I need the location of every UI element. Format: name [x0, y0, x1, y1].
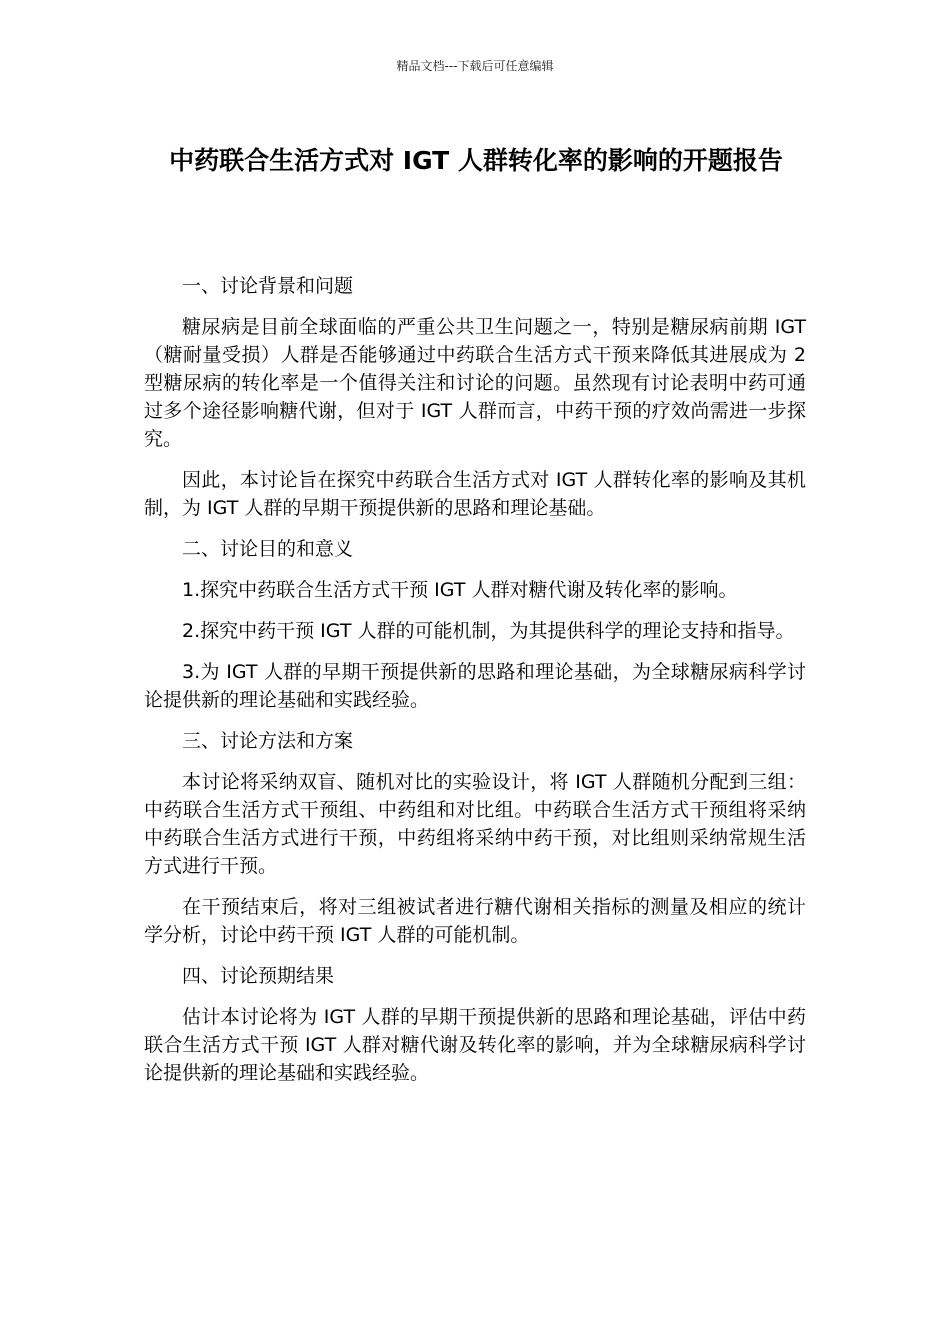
paragraph-methods-1: 本讨论将采纳双盲、随机对比的实验设计，将 IGT 人群随机分配到三组：中药联合生活方式干预组、中药组和对比组。中药联合生活方式干预组将采纳中药联合生活方式进行干预，中药组将采纳中药干预，对比组则采纳常规生活方式进行干预。	[144, 771, 806, 877]
document-body	[144, 272, 806, 1100]
paragraph-purpose-1: 1.探究中药联合生活方式干预 IGT 人群对糖代谢及转化率的影响。	[182, 579, 738, 601]
paragraph-results-1: 估计本讨论将为 IGT 人群的早期干预提供新的思路和理论基础，评估中药联合生活方式干预 IGT 人群对糖代谢及转化率的影响，并为全球糖尿病科学讨论提供新的理论基础和实践经验。	[144, 1006, 806, 1084]
document-title: 中药联合生活方式对 IGT 人群转化率的影响的开题报告	[169, 146, 783, 175]
section-heading-results: 四、讨论预期结果	[182, 965, 335, 987]
paragraph-background-2: 因此，本讨论旨在探究中药联合生活方式对 IGT 人群转化率的影响及其机制，为 IGT 人群的早期干预提供新的思路和理论基础。	[144, 469, 806, 519]
section-heading-background: 一、讨论背景和问题	[182, 275, 354, 297]
paragraph-methods-2: 在干预结束后，将对三组被试者进行糖代谢相关指标的测量及相应的统计学分析，讨论中药干预 IGT 人群的可能机制。	[144, 896, 806, 946]
paragraph-purpose-2: 2.探究中药干预 IGT 人群的可能机制，为其提供科学的理论支持和指导。	[182, 620, 795, 642]
paragraph-background-1: 糖尿病是目前全球面临的严重公共卫生问题之一，特别是糖尿病前期 IGT（糖耐量受损）人群是否能够通过中药联合生活方式干预来降低其进展成为 2 型糖尿病的转化率是一个值得关注和讨论的问题。虽然现有讨论表明中药可通过多个途径影响糖代谢，但对于 IGT 人群而言，中药干预的疗效尚需进一步探究。	[144, 316, 806, 450]
header-note: 精品文档---下载后可任意编辑	[396, 59, 554, 73]
paragraph-purpose-3: 3.为 IGT 人群的早期干预提供新的思路和理论基础，为全球糖尿病科学讨论提供新的理论基础和实践经验。	[144, 661, 806, 711]
section-heading-purpose: 二、讨论目的和意义	[182, 538, 354, 560]
section-heading-methods: 三、讨论方法和方案	[182, 730, 354, 752]
